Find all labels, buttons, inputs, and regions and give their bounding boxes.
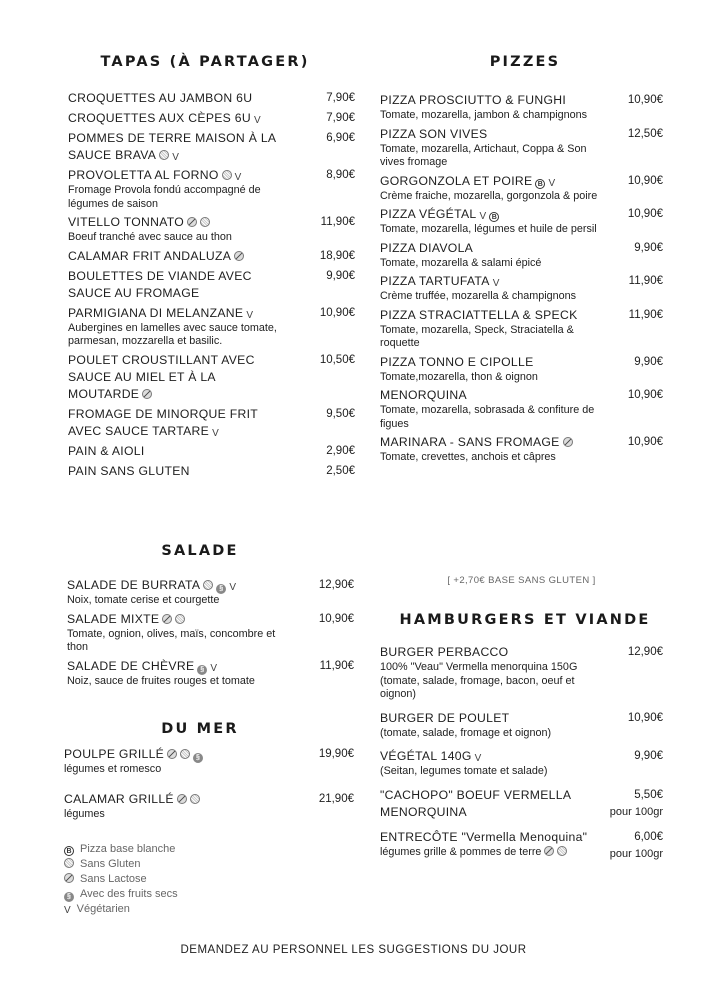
item-name [67,611,354,628]
item-price [326,463,355,480]
menu-item [68,167,355,211]
item-name-text: CALAMAR FRIT ANDALUZA [68,248,232,263]
vegetarian-icon: V [172,152,180,163]
price-value: 5,50€ [634,788,663,801]
item-name-text: MENORQUINA [380,388,467,402]
lactose-free-icon [142,389,152,399]
item-description [380,661,663,702]
price-value: 10,90€ [627,389,663,401]
item-name [68,352,355,403]
menu-item [68,352,355,403]
item-description-text: Aubergines en lamelles avec sauce tomate, parmesan, mozzarella et basilic. [68,321,277,347]
item-description-text: Noiz, sauce de fruites rouges et tomate [67,674,255,687]
price-value: 7,90€ [326,92,355,104]
item-name [67,577,354,594]
price-value: 10,50€ [319,353,355,366]
item-name-text: PIZZA VÉGÉTAL [380,207,477,221]
item-name-text: PIZZA TARTUFATA [380,274,490,288]
price-value: 11,90€ [628,275,663,287]
item-name [380,206,663,223]
item-name [68,214,355,231]
item-description-text: Boeuf tranché avec sauce au thon [68,231,232,243]
salade-section [67,577,354,691]
vegetarian-icon: V [234,172,242,183]
price-value: 10,90€ [627,174,663,187]
item-name [68,268,355,302]
item-price [628,173,663,190]
item-description-text: légumes et romesco [64,763,162,775]
item-name-text: PIZZA DIAVOLA [380,240,474,255]
pizza-base-blanche-icon: B [535,179,545,189]
gluten-free-icon [64,858,74,868]
hamburgers-section [380,644,663,867]
menu-item [64,791,354,822]
legend-item [64,887,178,902]
nuts-icon: § [64,892,74,902]
price-value: 12,90€ [627,646,663,658]
item-name [380,240,663,257]
legend-label: Végétarien [76,903,130,915]
item-name-text: MARINARA - SANS FROMAGE [380,435,560,449]
nuts-icon: § [197,665,207,675]
menu-item [380,434,663,465]
item-description [67,628,354,655]
legend-label: Avec des fruits secs [80,888,178,900]
item-name-text: PIZZA PROSCIUTTO & FUNGHI [380,93,567,107]
price-value: 12,90€ [318,579,354,591]
item-price [319,791,354,808]
item-price [326,110,355,127]
item-description [380,404,663,431]
vegetarian-icon: V [548,177,556,189]
menu-item [380,748,663,779]
gluten-free-icon [200,217,210,227]
lactose-free-icon [544,846,554,856]
item-description-text: Tomate, mozarella, légumes et huile de persil [380,223,597,235]
legend-item [64,872,178,887]
item-description [380,223,663,237]
menu-item [68,214,355,245]
vegetarian-icon: V [229,582,237,593]
item-name-text: PROVOLETTA AL FORNO [68,168,219,182]
item-description-text: légumes [64,807,105,820]
menu-item [380,92,663,123]
item-price [320,248,355,265]
item-description-text: Tomate, mozarella, Speck, Straciatella & roquette [380,323,574,349]
item-name [68,443,355,460]
menu-item [380,829,663,860]
item-price [326,268,355,285]
price-unit: pour 100gr [609,805,663,818]
hamburgers-heading: HAMBURGERS ET VIANDE [399,612,651,628]
item-price [326,90,355,107]
menu-item [68,248,355,265]
item-name-text: PIZZA STRACIATTELLA & SPECK [380,307,578,322]
item-name [380,434,663,451]
mer-section [64,746,354,835]
item-description-text: Tomate, mozarella, jambon & champignons [380,109,588,121]
vegetarian-icon: V [210,662,218,674]
lactose-free-icon [177,794,187,804]
price-unit: pour 100gr [609,847,663,860]
price-value: 9,90€ [326,269,355,282]
item-name-text: CROQUETTES AUX CÈPES 6U [68,111,251,125]
price-value: 10,90€ [627,436,663,448]
menu-item [380,307,663,351]
lactose-free-icon [234,251,244,261]
lactose-free-icon [563,437,573,447]
item-name-text: POMMES DE TERRE MAISON À LA SAUCE BRAVA [68,131,276,162]
vegetarian-icon: V [253,115,261,126]
item-price [326,167,355,184]
item-name-text: PIZZA TONNO E CIPOLLE [380,354,534,369]
menu-item [67,658,354,689]
item-description [67,594,354,608]
vegetarian-icon: V [474,753,482,764]
item-name-text: PAIN SANS GLUTEN [68,463,190,478]
item-name-text: BURGER PERBACCO [380,645,509,659]
menu-item [68,90,355,107]
item-price [610,829,663,863]
legend-label: Pizza base blanche [80,843,176,855]
item-description-text: Tomate, crevettes, anchois et câpres [380,451,556,463]
gluten-free-icon [557,846,567,856]
item-price [634,748,663,765]
item-price [629,307,663,324]
item-name-text: BURGER DE POULET [380,710,510,725]
price-value: 2,50€ [326,464,355,477]
item-name-text: POULPE GRILLÉ [64,747,165,761]
menu-item [68,130,355,164]
item-name [380,387,663,404]
item-description-text: (tomate, salade, fromage et oignon) [380,726,552,739]
item-description-text: légumes grille & pommes de terre [380,845,542,858]
legend-item [64,902,178,917]
price-value: 19,90€ [318,748,354,760]
item-description [380,143,663,170]
item-name-text: BOULETTES DE VIANDE AVEC SAUCE AU FROMAGE [68,268,252,300]
item-price [628,387,663,404]
pizza-base-blanche-icon: B [64,846,74,856]
pizzes-section [380,92,663,468]
item-name [380,173,663,190]
item-description [64,808,354,822]
gluten-free-icon [180,749,190,759]
menu-item [67,611,354,655]
item-price [326,130,355,147]
price-value: 2,90€ [326,444,355,457]
item-description [68,231,355,245]
item-name [68,90,355,107]
item-description-text: Tomate, mozarella, sobrasada & confiture de figues [380,404,595,430]
item-description-text: Tomate,mozarella, thon & oignon [380,370,538,383]
tapas-heading: TAPAS (À PARTAGER) [100,54,310,70]
item-description-text: Tomate, mozarella & salami épicé [380,256,542,269]
price-value: 7,90€ [326,112,355,124]
menu-item [68,443,355,460]
item-name [64,791,354,808]
menu-item [68,406,355,440]
price-value: 18,90€ [319,249,355,262]
item-name [380,307,663,324]
pizza-base-blanche-icon: B [489,212,499,222]
menu-item [380,710,663,741]
price-value: 8,90€ [326,169,355,181]
item-description-text: Noix, tomate cerise et courgette [67,594,220,606]
price-value: 9,50€ [326,407,355,420]
item-price [628,126,663,143]
item-name-text: SALADE DE CHÈVRE [67,658,195,673]
item-description-text: 100% "Veau" Vermella menorquina 150G (tomate, salade, fromage, bacon, oeuf et oignon) [380,661,578,700]
vegetarian-icon: V [64,905,71,916]
item-price [629,273,663,290]
gluten-free-icon [203,580,213,590]
item-price [628,434,663,451]
price-value: 10,90€ [318,612,354,625]
item-name-text: "CACHOPO" BOEUF VERMELLA MENORQUINA [380,787,571,819]
item-name-text: FROMAGE DE MINORQUE FRIT AVEC SAUCE TARTARE [68,406,258,438]
salade-heading: SALADE [161,543,239,559]
menu-item [64,746,354,777]
mer-heading: DU MER [161,721,239,737]
item-name-text: VITELLO TONNATO [68,215,185,229]
price-value: 10,90€ [319,306,355,319]
menu-item [380,206,663,237]
item-description [380,190,663,204]
nuts-icon: § [193,753,203,763]
item-price [326,443,355,460]
item-name [380,710,663,727]
menu-item [380,173,663,204]
price-value: 9,90€ [634,355,663,368]
price-value: 9,90€ [634,750,663,762]
item-name-text: CALAMAR GRILLÉ [64,791,174,806]
pizzes-heading: PIZZES [489,54,561,70]
menu-item [68,268,355,302]
menu-item [380,126,663,170]
item-price [634,354,663,371]
item-price [320,658,354,675]
vegetarian-icon: V [479,211,487,222]
item-description [380,451,663,465]
menu-item [380,240,663,271]
item-name [380,92,663,109]
item-description [380,257,663,271]
item-description-text: Tomate, mozarella, Artichaut, Coppa & Son vives fromage [380,142,587,168]
legend-label: Sans Lactose [80,873,147,885]
item-name [68,110,355,127]
item-price [319,746,354,763]
item-name [68,406,355,440]
price-value: 10,90€ [627,711,663,724]
item-description-text: Crème fraiche, mozarella, gorgonzola & poire [380,189,598,202]
price-value: 11,90€ [320,216,355,228]
item-name-text: PAIN & AIOLI [68,443,145,458]
item-description-text: Tomate, ognion, olives, maïs, concombre et thon [67,627,276,653]
footer-note: DEMANDEZ AU PERSONNEL LES SUGGESTIONS DU JOUR [180,944,527,956]
item-description-text: Crème truffée, mozarella & champignons [380,290,577,302]
item-description [380,290,663,304]
item-name-text: PIZZA SON VIVES [380,126,488,141]
item-name [64,746,354,763]
item-name [68,130,355,164]
menu-item [380,644,663,702]
item-name [380,354,663,371]
item-price [610,787,663,821]
legend-item [64,857,178,872]
vegetarian-icon: V [212,427,220,439]
item-description [380,765,663,779]
price-value: 10,90€ [627,94,663,106]
item-name [380,126,663,143]
item-price [321,214,355,231]
item-price [320,352,355,369]
vegetarian-icon: V [492,278,500,289]
price-value: 12,50€ [627,127,663,140]
item-name-text: POULET CROUSTILLANT AVEC SAUCE AU MIEL ET À LA MOUTARDE [68,352,255,401]
item-description [380,324,663,351]
item-name [380,644,663,661]
gluten-free-icon [159,150,169,160]
gluten-free-note: [ +2,70€ BASE SANS GLUTEN ] [447,575,596,586]
price-value: 9,90€ [634,241,663,254]
vegetarian-icon: V [246,309,254,321]
item-price [319,611,354,628]
menu-item [68,463,355,480]
menu-item [380,354,663,385]
gluten-free-icon [190,794,200,804]
item-description [380,727,663,741]
item-name [68,167,355,184]
nuts-icon: § [216,584,226,594]
legend-item [64,842,178,857]
item-description [68,184,355,211]
item-name [68,248,355,265]
item-name [380,273,663,290]
item-name-text: SALADE MIXTE [67,611,160,626]
lactose-free-icon [162,614,172,624]
menu-item [380,387,663,431]
price-value: 21,90€ [318,792,354,805]
item-name [67,658,354,675]
item-description [64,763,354,777]
menu-item [68,305,355,349]
item-name-text: CROQUETTES AU JAMBON 6U [68,91,253,105]
item-description [67,675,354,689]
gluten-free-icon [175,614,185,624]
lactose-free-icon [187,217,197,227]
item-description [380,371,663,385]
item-name [68,463,355,480]
legend [64,842,178,917]
item-name-text: VÉGÉTAL 140G [380,749,472,763]
item-price [628,644,663,661]
item-price [634,240,663,257]
item-price [319,577,354,594]
menu-item [380,787,663,821]
item-price [628,710,663,727]
item-description-text: (Seitan, legumes tomate et salade) [380,765,548,777]
gluten-free-icon [222,170,232,180]
item-description [380,109,663,123]
item-price [628,92,663,109]
item-description-text: Fromage Provola fondú accompagné de légumes de saison [68,184,261,210]
item-name [68,305,355,322]
item-price [326,406,355,423]
item-name [380,748,663,765]
item-price [320,305,355,322]
menu-item [68,110,355,127]
price-value: 10,90€ [627,208,663,220]
lactose-free-icon [64,873,74,883]
legend-label: Sans Gluten [80,858,141,870]
price-value: 6,00€ [634,830,663,843]
item-name-text: SALADE DE BURRATA [67,578,201,592]
price-value: 11,90€ [628,308,663,321]
item-price [628,206,663,223]
item-description [68,322,355,349]
menu-item [380,273,663,304]
price-value: 6,90€ [326,132,355,144]
lactose-free-icon [167,749,177,759]
item-name-text: ENTRECÔTE "Vermella Menoquina" [380,829,588,844]
tapas-section [68,90,355,483]
price-value: 11,90€ [319,659,354,672]
item-name-text: PARMIGIANA DI MELANZANE [68,305,244,320]
item-name-text: GORGONZOLA ET POIRE [380,173,533,188]
menu-item [67,577,354,608]
